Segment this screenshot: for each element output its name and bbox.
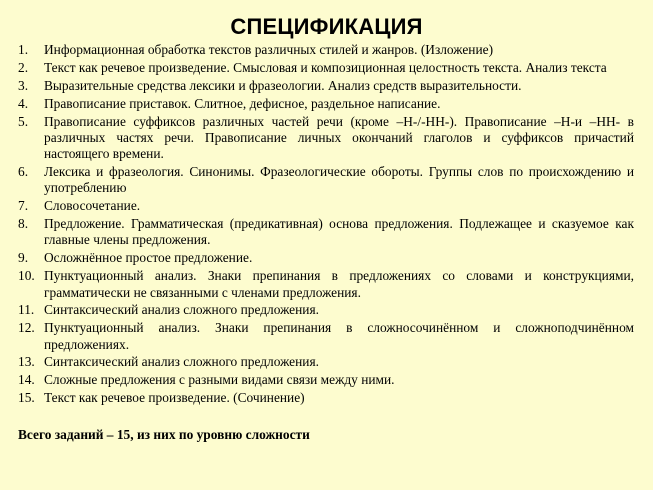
item-text: Пунктуационный анализ. Знаки препинания в предложениях со словами и конструкциями, грамматически не связанными с членами предложения. xyxy=(44,268,634,300)
item-text: Правописание приставок. Слитное, дефисное, раздельное написание. xyxy=(44,95,441,111)
item-number: 15. xyxy=(18,390,35,406)
item-number: 2. xyxy=(18,59,29,75)
item-text: Пунктуационный анализ. Знаки препинания в сложносочинённом и сложноподчинённом предложениях. xyxy=(44,320,634,352)
item-text: Сложные предложения с разными видами связи между ними. xyxy=(44,372,395,388)
item-number: 5. xyxy=(18,113,29,129)
list-item xyxy=(18,198,634,214)
item-text: Выразительные средства лексики и фразеологии. Анализ средств выразительности. xyxy=(44,77,522,93)
list-item xyxy=(18,78,634,94)
item-number: 8. xyxy=(18,216,29,232)
item-number: 6. xyxy=(18,164,29,180)
item-text: Осложнённое простое предложение. xyxy=(44,250,253,266)
specification-list xyxy=(18,42,634,408)
item-text: Информационная обработка текстов различных стилей и жанров. (Изложение) xyxy=(44,42,494,57)
list-item xyxy=(18,250,634,266)
item-number: 12. xyxy=(18,320,35,336)
item-text: Предложение. Грамматическая (предикативная) основа предложения. Подлежащее и сказуемое как главные члены предложения. xyxy=(44,216,634,248)
item-number: 9. xyxy=(18,250,29,266)
list-item xyxy=(18,216,634,249)
item-number: 3. xyxy=(18,77,29,93)
slide-title: СПЕЦИФИКАЦИЯ xyxy=(230,14,423,39)
item-number: 1. xyxy=(18,42,29,57)
total-tasks-summary: Всего заданий – 15, из них по уровню сложности xyxy=(18,427,310,442)
item-text: Словосочетание. xyxy=(44,198,141,214)
item-text: Текст как речевое произведение. Смысловая и композиционная целостность текста. Анализ текста xyxy=(44,59,607,75)
list-item xyxy=(18,60,634,76)
item-number: 7. xyxy=(18,198,29,214)
list-item xyxy=(18,164,634,197)
item-number: 14. xyxy=(18,372,35,388)
item-number: 10. xyxy=(18,268,35,284)
list-item xyxy=(18,96,634,112)
list-item xyxy=(18,42,634,58)
list-item xyxy=(18,354,634,370)
item-number: 13. xyxy=(18,354,35,370)
list-item xyxy=(18,320,634,353)
list-item xyxy=(18,390,634,406)
item-text: Лексика и фразеология. Синонимы. Фразеологические обороты. Группы слов по происхождению и употреблению xyxy=(44,164,634,196)
item-number: 11. xyxy=(18,302,35,318)
item-number: 4. xyxy=(18,95,29,111)
item-text: Синтаксический анализ сложного предложения. xyxy=(44,302,319,318)
item-text: Текст как речевое произведение. (Сочинение) xyxy=(44,390,305,406)
list-item xyxy=(18,372,634,388)
list-item xyxy=(18,114,634,163)
item-text: Правописание суффиксов различных частей речи (кроме –Н-/-НН-). Правописание –Н-и –НН- в различных частях речи. Правописание личных окончаний глаголов и суффиксов причастий настоящего времени. xyxy=(44,113,634,162)
list-item xyxy=(18,302,634,318)
list-item xyxy=(18,268,634,301)
item-text: Синтаксический анализ сложного предложения. xyxy=(44,354,319,370)
